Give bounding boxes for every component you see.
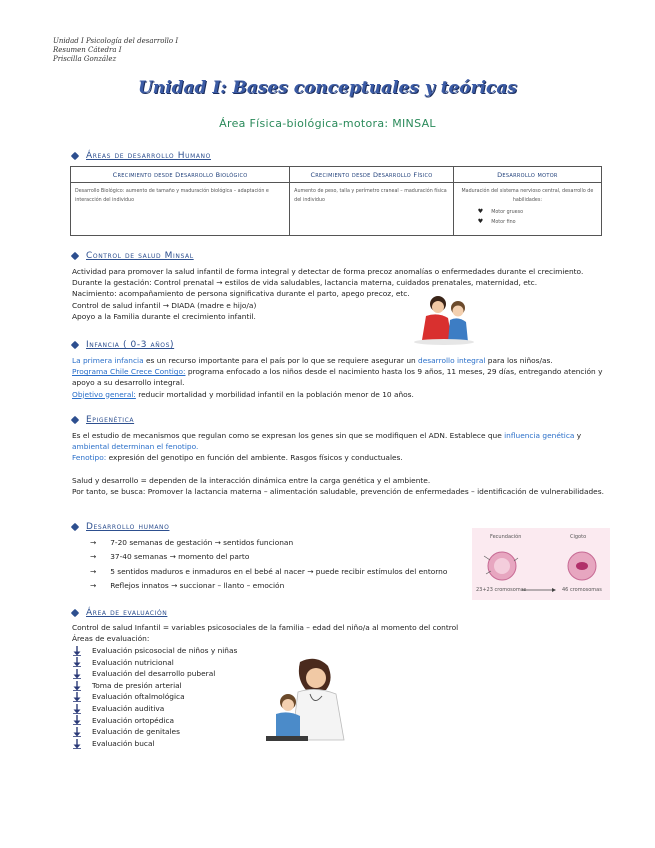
arrow-right-icon: → <box>90 581 97 591</box>
body-text: y <box>574 431 582 440</box>
motor-list <box>458 207 597 227</box>
arrow-right-icon: → <box>90 566 97 576</box>
highlight-text: Programa Chile Crece Contigo: <box>72 367 186 377</box>
list-item <box>72 715 237 727</box>
list-item-text: Evaluación bucal <box>92 738 155 748</box>
arrow-down-icon <box>72 657 82 667</box>
list-item-text: Evaluación oftalmológica <box>92 692 185 702</box>
diamond-bullet-icon <box>71 252 79 260</box>
cell-text: Desarrollo Biológico: aumento de tamaño y maduración biológica – adaptación e interacción del individuo <box>75 189 269 203</box>
arrow-down-icon <box>72 692 82 702</box>
text-line <box>72 452 607 463</box>
fecundacion-diagram <box>472 528 610 600</box>
list-item <box>90 565 447 579</box>
arrow-down-icon <box>72 715 82 725</box>
text-line <box>72 389 607 400</box>
list-item-text: 37-40 semanas → momento del parto <box>110 552 250 562</box>
table-header-cell: Crecimiento desde Desarrollo Físico <box>290 167 454 183</box>
list-item <box>90 550 447 564</box>
section-title: Desarrollo humano <box>86 522 170 532</box>
page-title: Unidad I: Bases conceptuales y teóricas <box>137 78 517 98</box>
list-item-text: Evaluación de genitales <box>92 727 180 737</box>
diamond-bullet-icon <box>71 152 79 160</box>
section-heading-control <box>72 251 194 261</box>
list-item: ♥ Motor grueso <box>478 207 597 217</box>
text-line <box>72 355 607 366</box>
text-line <box>72 366 607 388</box>
diamond-bullet-icon <box>71 523 79 531</box>
section-heading-areas <box>72 151 211 161</box>
highlight-text: La primera infancia <box>72 356 144 365</box>
list-item <box>72 738 237 750</box>
table-cell <box>290 183 454 236</box>
body-text: programa enfocado a los niños desde el nacimiento hasta los 9 años, 11 meses, 29 días, entregando atención y apoyo a su desarrollo integral. <box>72 367 603 388</box>
text-line: Nacimiento: acompañamiento de persona significativa durante el parto, apego precoz, etc. <box>72 289 410 299</box>
header-author: Priscilla González <box>53 55 117 63</box>
arrow-down-icon <box>72 681 82 691</box>
desarrollo-list <box>90 536 447 594</box>
body-text: expresión del genotipo en función del ambiente. Rasgos físicos y conductuales. <box>106 453 403 463</box>
section-title: Control de salud Minsal <box>86 251 194 261</box>
list-item <box>72 726 237 738</box>
infancia-paragraph <box>72 355 607 400</box>
diamond-bullet-icon <box>71 609 79 617</box>
header-course: Unidad I Psicología del desarrollo I <box>53 37 179 45</box>
control-paragraph <box>72 266 607 322</box>
arrow-down-icon <box>72 739 82 749</box>
list-item-text: Evaluación auditiva <box>92 703 165 713</box>
body-text: es un recurso importante para el país por lo que se requiere asegurar un <box>143 356 419 365</box>
list-item-text: Evaluación ortopédica <box>92 715 175 725</box>
doctor-child-illustration <box>262 656 360 744</box>
diamond-bullet-icon <box>71 341 79 349</box>
list-item <box>72 668 237 680</box>
text-line: Apoyo a la Familia durante el crecimiento infantil. <box>72 311 256 321</box>
diagram-label: 46 cromosomas <box>562 587 602 593</box>
epigenetica-paragraph <box>72 430 607 497</box>
arrow-down-icon <box>72 646 82 656</box>
list-item: ♥ Motor fino <box>478 217 597 227</box>
list-item-text: Reflejos innatos → succionar – llanto – emoción <box>110 581 285 591</box>
table-row <box>71 183 602 236</box>
list-item <box>90 536 447 550</box>
list-item-text: Evaluación del desarrollo puberal <box>92 669 216 679</box>
list-item <box>72 680 237 692</box>
page-subtitle: Área Física-biológica-motora: MINSAL <box>219 117 436 130</box>
highlight-text: influencia genética <box>504 431 575 440</box>
arrow-down-icon <box>72 704 82 714</box>
section-heading-infancia <box>72 340 174 350</box>
list-item-text: Evaluación psicosocial de niños y niñas <box>92 646 238 655</box>
highlight-text: desarrollo integral <box>418 356 486 365</box>
cell-text: Maduración del sistema nervioso central, desarrollo de habilidades: <box>461 189 594 203</box>
list-item <box>72 645 237 657</box>
arrow-right-icon: → <box>90 538 97 547</box>
section-title: Área de evaluación <box>86 608 168 618</box>
section-heading-epigenetica <box>72 415 134 425</box>
arrow-down-icon <box>72 727 82 737</box>
body-text: Es el estudio de mecanismos que regulan como se expresan los genes sin que se modifiquen el ADN. Establece que <box>72 431 505 440</box>
section-title: Áreas de desarrollo Humano <box>86 151 211 161</box>
evaluacion-list <box>72 645 237 749</box>
list-item <box>72 691 237 703</box>
body-text: para los niños/as. <box>485 356 553 365</box>
list-item-text: Toma de presión arterial <box>92 680 182 690</box>
diagram-label: 23+23 cromosomas <box>476 587 527 593</box>
text-line: Salud y desarrollo = dependen de la interacción dinámica entre la carga genética y el ambiente. <box>72 475 431 485</box>
list-item-text: 5 sentidos maduros e inmaduros en el bebé al nacer → puede recibir estímulos del entorno <box>110 566 448 576</box>
table-header-cell: Desarrollo motor <box>453 167 601 183</box>
text-line: Actividad para promover la salud infantil de forma integral y detectar de forma precoz anomalías o enfermedades durante el crecimiento. <box>72 267 584 276</box>
arrow-down-icon <box>72 669 82 679</box>
highlight-text: Fenotipo: <box>72 453 107 463</box>
evaluacion-intro <box>72 622 607 644</box>
highlight-text: ambiental determinan el fenotipo. <box>72 442 199 452</box>
cell-text: Aumento de peso, talla y perímetro craneal – maduración física del individuo <box>294 189 447 203</box>
text-line: Control de salud infantil → DIADA (madre e hijo/a) <box>72 300 257 310</box>
diamond-bullet-icon <box>71 416 79 424</box>
list-item-text: Evaluación nutricional <box>92 657 174 667</box>
mother-child-illustration <box>398 292 490 346</box>
body-text: reducir mortalidad y morbilidad infantil en la población menor de 10 años. <box>135 389 414 399</box>
text-line: Áreas de evaluación: <box>72 634 150 644</box>
areas-table <box>70 166 602 236</box>
list-item <box>90 579 447 593</box>
table-header-cell: Crecimiento desde Desarrollo Biológico <box>71 167 290 183</box>
arrow-right-icon: → <box>90 552 97 562</box>
diagram-label: Cigoto <box>570 534 587 540</box>
table-cell <box>71 183 290 236</box>
table-cell <box>453 183 601 236</box>
section-title: Infancia ( 0-3 años) <box>86 340 175 350</box>
section-heading-evaluacion <box>72 608 167 618</box>
section-heading-desarrollo <box>72 522 169 532</box>
text-line: Por tanto, se busca: Promover la lactancia materna – alimentación saludable, prevención de enfermedades – identificación de vulnerabilidades. <box>72 486 604 496</box>
text-line: Durante la gestación: Control prenatal → estilos de vida saludables, lactancia materna, cuidados prenatales, maternidad, etc. <box>72 278 538 288</box>
text-line: Control de salud Infantil = variables psicosociales de la familia – edad del niño/a al momento del control <box>72 623 459 632</box>
list-item <box>72 703 237 715</box>
highlight-text: Objetivo general: <box>72 389 136 399</box>
table-header-row <box>71 167 602 183</box>
header-meta <box>53 37 178 64</box>
list-item <box>72 657 237 669</box>
list-item-text: 7-20 semanas de gestación → sentidos funcionan <box>110 538 294 547</box>
header-summary: Resumen Cátedra I <box>53 46 122 54</box>
text-line <box>72 430 607 452</box>
section-title: Epigenética <box>86 415 135 425</box>
diagram-label: Fecundación <box>490 534 522 540</box>
